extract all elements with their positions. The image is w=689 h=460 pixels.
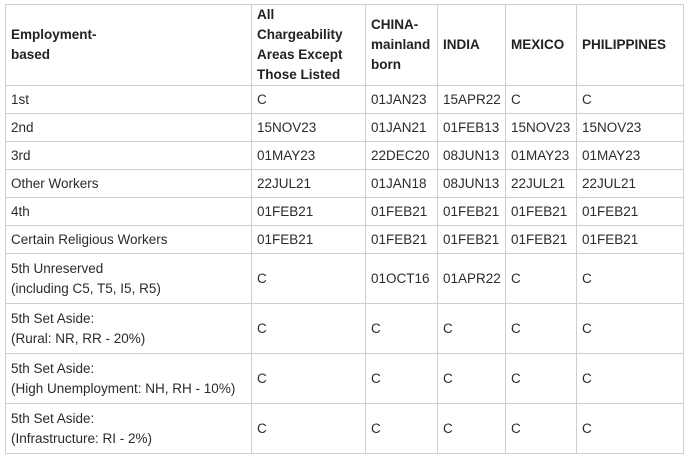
employment-based-dates-table xyxy=(5,4,684,454)
cell-india: 01FEB21 xyxy=(438,198,506,226)
cell-china: 01JAN23 xyxy=(366,86,438,114)
cell-category xyxy=(6,404,252,454)
cell-philippines: 01FEB21 xyxy=(577,226,684,254)
cell-all-chargeability: C xyxy=(252,304,366,354)
cell-india: C xyxy=(438,304,506,354)
cell-china: 01OCT16 xyxy=(366,254,438,304)
cell-mexico: 01FEB21 xyxy=(506,226,577,254)
cell-mexico: 01MAY23 xyxy=(506,142,577,170)
cell-china: C xyxy=(366,304,438,354)
table-row xyxy=(6,170,684,198)
cell-philippines: C xyxy=(577,304,684,354)
cell-mexico: C xyxy=(506,404,577,454)
cell-china: C xyxy=(366,404,438,454)
header-mexico: MEXICO xyxy=(506,5,577,86)
cell-all-chargeability: C xyxy=(252,86,366,114)
cell-philippines: 22JUL21 xyxy=(577,170,684,198)
cell-mexico: C xyxy=(506,86,577,114)
cell-all-chargeability: C xyxy=(252,404,366,454)
cell-china: 01FEB21 xyxy=(366,226,438,254)
header-philippines: PHILIPPINES xyxy=(577,5,684,86)
table-row xyxy=(6,226,684,254)
cell-philippines: 01MAY23 xyxy=(577,142,684,170)
table-row xyxy=(6,404,684,454)
cell-india: C xyxy=(438,404,506,454)
cell-india: 01FEB21 xyxy=(438,226,506,254)
cell-china: 01FEB21 xyxy=(366,198,438,226)
table-row xyxy=(6,254,684,304)
table-row xyxy=(6,354,684,404)
category-line-1: 5th Unreserved xyxy=(11,260,104,276)
cell-china: C xyxy=(366,354,438,404)
cell-mexico: C xyxy=(506,304,577,354)
category-line-2: (Infrastructure: RI - 2%) xyxy=(11,430,153,446)
cell-philippines: C xyxy=(577,354,684,404)
cell-category: 2nd xyxy=(6,114,252,142)
cell-mexico: 01FEB21 xyxy=(506,198,577,226)
table-row xyxy=(6,114,684,142)
cell-category: Other Workers xyxy=(6,170,252,198)
cell-china: 01JAN21 xyxy=(366,114,438,142)
cell-philippines: C xyxy=(577,254,684,304)
cell-mexico: C xyxy=(506,254,577,304)
cell-india: 08JUN13 xyxy=(438,142,506,170)
cell-all-chargeability: 15NOV23 xyxy=(252,114,366,142)
cell-india: C xyxy=(438,354,506,404)
category-line-2: (including C5, T5, I5, R5) xyxy=(11,280,161,296)
cell-category xyxy=(6,304,252,354)
table-row xyxy=(6,142,684,170)
header-all-chargeability: All Chargeability Areas Except Those Listed xyxy=(252,5,366,86)
visa-bulletin-table-container xyxy=(5,4,684,454)
category-line-2: (High Unemployment: NH, RH - 10%) xyxy=(11,380,236,396)
cell-philippines: 01FEB21 xyxy=(577,198,684,226)
cell-philippines: C xyxy=(577,404,684,454)
header-employment-based-line-2: based xyxy=(11,47,51,62)
table-body xyxy=(6,86,684,454)
cell-all-chargeability: 01MAY23 xyxy=(252,142,366,170)
cell-china: 22DEC20 xyxy=(366,142,438,170)
cell-mexico: C xyxy=(506,354,577,404)
cell-mexico: 22JUL21 xyxy=(506,170,577,198)
cell-category: 1st xyxy=(6,86,252,114)
category-line-1: 5th Set Aside: xyxy=(11,310,95,326)
cell-all-chargeability: 01FEB21 xyxy=(252,198,366,226)
header-china: CHINA-mainland born xyxy=(366,5,438,86)
cell-all-chargeability: C xyxy=(252,254,366,304)
cell-philippines: 15NOV23 xyxy=(577,114,684,142)
header-employment-based xyxy=(6,5,252,86)
cell-philippines: C xyxy=(577,86,684,114)
header-employment-based-line-1: Employment- xyxy=(11,27,97,42)
category-line-1: 5th Set Aside: xyxy=(11,360,95,376)
cell-india: 15APR22 xyxy=(438,86,506,114)
table-row xyxy=(6,86,684,114)
cell-category: Certain Religious Workers xyxy=(6,226,252,254)
cell-category: 4th xyxy=(6,198,252,226)
cell-all-chargeability: C xyxy=(252,354,366,404)
cell-category xyxy=(6,254,252,304)
table-row xyxy=(6,198,684,226)
table-header-row xyxy=(6,5,684,86)
cell-all-chargeability: 01FEB21 xyxy=(252,226,366,254)
category-line-1: 5th Set Aside: xyxy=(11,410,95,426)
header-india: INDIA xyxy=(438,5,506,86)
table-row xyxy=(6,304,684,354)
cell-mexico: 15NOV23 xyxy=(506,114,577,142)
cell-all-chargeability: 22JUL21 xyxy=(252,170,366,198)
cell-india: 08JUN13 xyxy=(438,170,506,198)
cell-india: 01FEB13 xyxy=(438,114,506,142)
cell-category xyxy=(6,354,252,404)
cell-category: 3rd xyxy=(6,142,252,170)
cell-india: 01APR22 xyxy=(438,254,506,304)
category-line-2: (Rural: NR, RR - 20%) xyxy=(11,330,146,346)
cell-china: 01JAN18 xyxy=(366,170,438,198)
